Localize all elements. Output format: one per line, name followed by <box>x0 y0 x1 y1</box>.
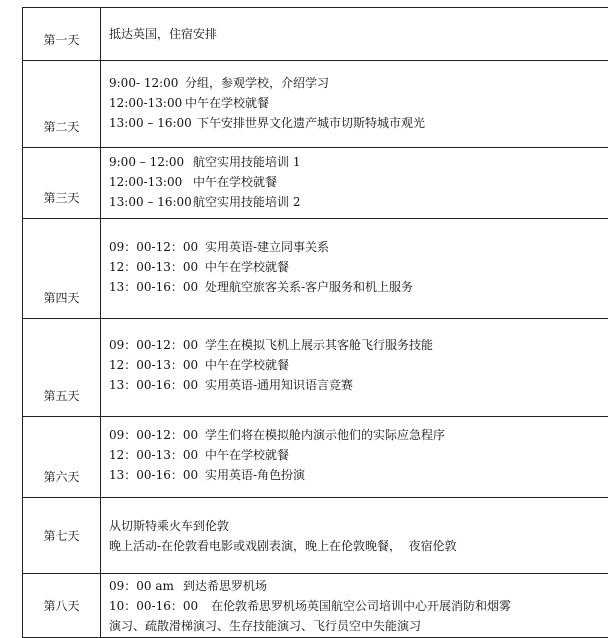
day-row <box>23 498 608 574</box>
activity-line <box>109 237 608 257</box>
itinerary-table <box>22 7 608 638</box>
day-activities <box>101 8 608 61</box>
activity-line <box>109 576 608 596</box>
day-row <box>23 219 608 319</box>
activity-text: 实用英语-角色扮演 <box>205 465 305 485</box>
day-label: 第一天 <box>23 8 101 61</box>
activity-time: 13：00-16：00 <box>109 465 205 485</box>
activity-line <box>109 375 608 395</box>
activity-time: 12:00-13:00 <box>109 172 193 192</box>
activity-text: 中午在学校就餐 <box>205 445 289 465</box>
activity-time: 9:00- 12:00 <box>109 73 185 93</box>
day-activities <box>101 417 608 498</box>
activity-time: 12:00-13:00 <box>109 93 185 113</box>
activity-time: 13:00 – 16:00 <box>109 192 193 212</box>
day-row <box>23 61 608 148</box>
activity-time: 10：00-16：00 <box>109 596 211 616</box>
activity-text: 下午安排世界文化遗产城市切斯特城市观光 <box>197 113 425 133</box>
activity-line <box>109 277 608 297</box>
day-label: 第四天 <box>23 219 101 319</box>
activity-time: 09：00-12：00 <box>109 237 205 257</box>
activity-text: 抵达英国，住宿安排 <box>109 24 217 44</box>
activity-text: 实用英语-建立同事关系 <box>205 237 329 257</box>
activity-text: 航空实用技能培训 1 <box>193 152 300 172</box>
activity-line <box>109 445 608 465</box>
activity-line <box>109 596 608 616</box>
activity-time: 13：00-16：00 <box>109 375 205 395</box>
activity-line <box>109 24 608 44</box>
activity-line <box>109 616 608 636</box>
day-activities <box>101 319 608 417</box>
activity-line <box>109 355 608 375</box>
activity-line <box>109 516 608 536</box>
activity-text: 在伦敦希思罗机场英国航空公司培训中心开展消防和烟雾 <box>211 596 511 616</box>
activity-line <box>109 536 608 556</box>
activity-text: 处理航空旅客关系-客户服务和机上服务 <box>205 277 413 297</box>
activity-text: 中午在学校就餐 <box>193 172 277 192</box>
activity-text: 中午在学校就餐 <box>205 355 289 375</box>
activity-text: 航空实用技能培训 2 <box>193 192 300 212</box>
activity-text: 实用英语-通用知识语言竞赛 <box>205 375 353 395</box>
activity-text: 学生在模拟飞机上展示其客舱飞行服务技能 <box>205 335 433 355</box>
activity-text: 分组，参观学校，介绍学习 <box>185 73 329 93</box>
activity-text: 中午在学校就餐 <box>205 257 289 277</box>
activity-text: 从切斯特乘火车到伦敦 <box>109 516 229 536</box>
day-activities <box>101 219 608 319</box>
activity-line <box>109 257 608 277</box>
day-activities <box>101 148 608 219</box>
day-label: 第六天 <box>23 417 101 498</box>
day-label: 第五天 <box>23 319 101 417</box>
day-activities <box>101 574 608 638</box>
activity-line <box>109 73 608 93</box>
activity-line <box>109 425 608 445</box>
activity-time: 09：00-12：00 <box>109 425 205 445</box>
activity-line <box>109 192 608 212</box>
day-activities <box>101 498 608 574</box>
activity-time: 13:00 – 16:00 <box>109 113 197 133</box>
activity-time: 09：00-12：00 <box>109 335 205 355</box>
activity-line <box>109 465 608 485</box>
activity-line <box>109 152 608 172</box>
activity-line <box>109 335 608 355</box>
activity-line <box>109 93 608 113</box>
day-label: 第二天 <box>23 61 101 148</box>
day-row <box>23 148 608 219</box>
activity-line <box>109 172 608 192</box>
activity-text: 中午在学校就餐 <box>185 93 269 113</box>
activity-time: 12：00-13：00 <box>109 445 205 465</box>
activity-time: 09：00 am <box>109 576 183 596</box>
day-row <box>23 8 608 61</box>
day-row <box>23 417 608 498</box>
activity-line <box>109 113 608 133</box>
day-label: 第三天 <box>23 148 101 219</box>
activity-time: 13：00-16：00 <box>109 277 205 297</box>
day-activities <box>101 61 608 148</box>
day-row <box>23 319 608 417</box>
activity-text: 学生们将在模拟舱内演示他们的实际应急程序 <box>205 425 445 445</box>
activity-time: 12：00-13：00 <box>109 355 205 375</box>
activity-time: 9:00 – 12:00 <box>109 152 193 172</box>
activity-text: 晚上活动-在伦敦看电影或戏剧表演，晚上在伦敦晚餐， 夜宿伦敦 <box>109 536 457 556</box>
activity-text: 到达希思罗机场 <box>183 576 267 596</box>
activity-time: 12：00-13：00 <box>109 257 205 277</box>
day-row <box>23 574 608 638</box>
day-label: 第八天 <box>23 574 101 638</box>
day-label: 第七天 <box>23 498 101 574</box>
activity-text: 演习、疏散滑梯演习、生存技能演习、飞行员空中失能演习 <box>109 616 421 636</box>
